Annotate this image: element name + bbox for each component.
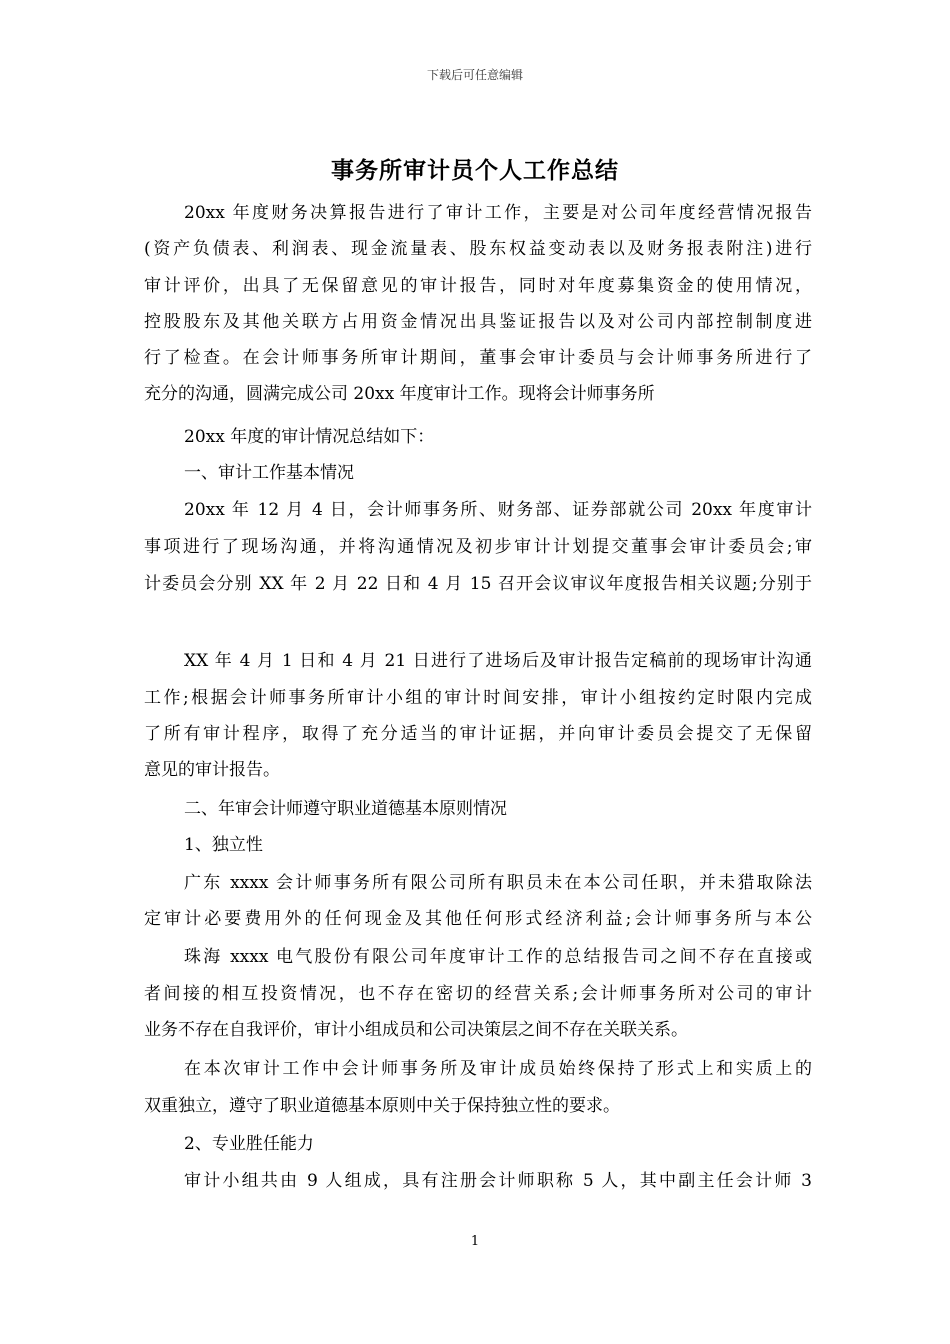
paragraph-line: 者间接的相互投资情况，也不存在密切的经营关系;会计师事务所对公司的审计 [144, 984, 812, 1004]
paragraph-line: 20xx 年度的审计情况总结如下： [184, 427, 435, 447]
paragraph-line: (资产负债表、利润表、现金流量表、股东权益变动表以及财务报表附注)进行 [144, 239, 812, 259]
paragraph-line: XX 年 4 月 1 日和 4 月 21 日进行了进场后及审计报告定稿前的现场审计沟通 [184, 651, 812, 671]
page-header: 下载后可任意编辑 [426, 68, 523, 82]
paragraph-line: 计委员会分别 XX 年 2 月 22 日和 4 月 15 召开会议审议年度报告相关议题;分别于 [144, 574, 812, 594]
document-title: 事务所审计员个人工作总结 [331, 157, 619, 184]
paragraph-line: 双重独立，遵守了职业道德基本原则中关于保持独立性的要求。 [144, 1096, 620, 1116]
section-heading: 二、年审会计师遵守职业道德基本原则情况 [184, 799, 507, 819]
paragraph-line: 工作;根据会计师事务所审计小组的审计时间安排，审计小组按约定时限内完成 [144, 688, 812, 708]
paragraph-line: 审计小组共由 9 人组成，具有注册会计师职称 5 人，其中副主任会计师 3 [184, 1171, 812, 1191]
paragraph-line: 行了检查。在会计师事务所审计期间，董事会审计委员与会计师事务所进行了 [144, 348, 812, 368]
paragraph-line: 了所有审计程序，取得了充分适当的审计证据，并向审计委员会提交了无保留 [144, 724, 812, 744]
subsection-heading: 1、独立性 [184, 835, 263, 855]
paragraph-line: 业务不存在自我评价，审计小组成员和公司决策层之间不存在关联关系。 [144, 1020, 688, 1040]
paragraph-line: 事项进行了现场沟通，并将沟通情况及初步审计计划提交董事会审计委员会;审 [144, 537, 812, 557]
paragraph-line: 控股股东及其他关联方占用资金情况出具鉴证报告以及对公司内部控制制度进 [144, 312, 812, 332]
paragraph-line: 审计评价，出具了无保留意见的审计报告，同时对年度募集资金的使用情况， [144, 276, 812, 296]
paragraph-line: 在本次审计工作中会计师事务所及审计成员始终保持了形式上和实质上的 [184, 1059, 812, 1079]
paragraph-line: 珠海 xxxx 电气股份有限公司年度审计工作的总结报告司之间不存在直接或 [184, 947, 812, 967]
paragraph-line: 定审计必要费用外的任何现金及其他任何形式经济利益;会计师事务所与本公 [144, 909, 812, 929]
paragraph-line: 广东 xxxx 会计师事务所有限公司所有职员未在本公司任职，并未猎取除法 [184, 873, 812, 893]
paragraph-line: 充分的沟通，圆满完成公司 20xx 年度审计工作。现将会计师事务所 [144, 384, 655, 404]
subsection-heading: 2、专业胜任能力 [184, 1134, 314, 1154]
paragraph-line: 意见的审计报告。 [144, 760, 280, 780]
page-number: 1 [470, 1234, 480, 1249]
paragraph-line: 20xx 年度财务决算报告进行了审计工作，主要是对公司年度经营情况报告 [184, 203, 812, 223]
section-heading: 一、审计工作基本情况 [184, 463, 354, 483]
paragraph-line: 20xx 年 12 月 4 日，会计师事务所、财务部、证券部就公司 20xx 年度审计 [184, 500, 812, 520]
